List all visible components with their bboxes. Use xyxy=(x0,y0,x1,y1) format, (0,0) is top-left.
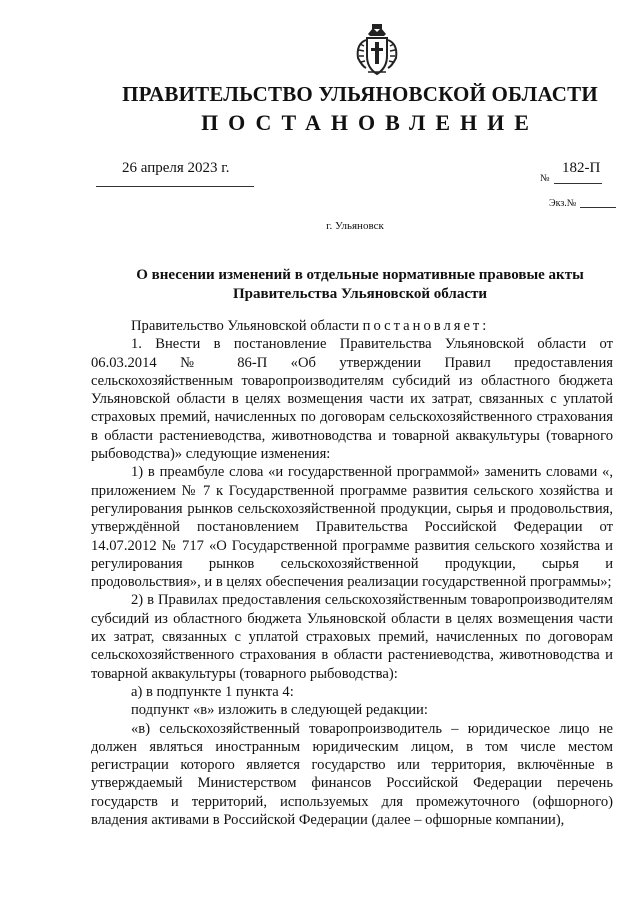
paragraph-subitem-1: 1) в преамбуле слова «и государственной программой» заменить словами «, приложением № 7 к Государственной программе развития сельского хозяйства и регулирования рынков сельскохозяйственной продукции, сырья и продовольствия, утверждённой постановлением Правительства Российской Федерации от 14.07.2012 № 717 «О Государственной программе развития сельского хозяйства и регулирования рынков сельскохозяйственной продукции, сырья и продовольствия», и в целях обеспечения реализации государственной программы»; xyxy=(91,464,613,591)
city-label: г. Ульяновск xyxy=(326,220,384,232)
copy-number-underline xyxy=(580,207,616,208)
copy-number-label: Экз.№ xyxy=(549,198,577,209)
number-label: № xyxy=(540,173,550,184)
decree-number: 182-П xyxy=(562,160,601,176)
document-type-title: ПОСТАНОВЛЕНИЕ xyxy=(201,110,539,135)
date-underline xyxy=(96,186,254,187)
decree-date: 26 апреля 2023 г. xyxy=(122,160,230,176)
paragraph-item-1: 1. Внести в постановление Правительства Ульяновской области от 06.03.2014 № 86-П «Об утверждении Правил предоставления сельскохозяйственным товаропроизводителям субсидий из областного бюджета Ульяновской области в целях возмещения части их затрат, связанных с уплатой страховых премий, начисленных по договорам сельскохозяйственного страхования в области растениеводства, животноводства и товарной аквакультуры (товарного рыбоводства)» следующие изменения: xyxy=(91,336,613,463)
ulyanovsk-coat-of-arms-icon xyxy=(354,22,400,76)
intro-resolves: постановляет: xyxy=(362,318,490,334)
decree-subject xyxy=(110,266,610,304)
intro-prefix: Правительство Ульяновской области xyxy=(131,318,363,334)
paragraph-subitem-v: «в) сельскохозяйственный товаропроизводитель – юридическое лицо не должен являться иностранным юридическим лицом, в том числе местом регистрации которого является государство или территория, включённые в утверждаемый Министерством финансов Российской Федерации перечень государств и территорий, используемых для промежуточного (офшорного) владения активами в Российской Федерации (далее – офшорные компании), xyxy=(91,720,613,829)
paragraph-subitem-a: а) в подпункте 1 пункта 4: xyxy=(131,683,294,700)
intro-paragraph xyxy=(91,317,613,335)
paragraph-edit-note: подпункт «в» изложить в следующей редакции: xyxy=(131,702,428,719)
government-title: ПРАВИТЕЛЬСТВО УЛЬЯНОВСКОЙ ОБЛАСТИ xyxy=(122,82,598,106)
number-underline xyxy=(554,183,602,184)
subject-line-2: Правительства Ульяновской области xyxy=(232,286,488,302)
paragraph-subitem-2: 2) в Правилах предоставления сельскохозяйственным товаропроизводителям субсидий из областного бюджета Ульяновской области в целях возмещения части их затрат, связанных с уплатой страховых премий, начисленных по договорам сельскохозяйственного страхования в области растениеводства, животноводства и товарной аквакультуры (товарного рыбоводства): xyxy=(91,592,613,682)
subject-line-1: О внесении изменений в отдельные нормативные правовые акты xyxy=(136,267,584,283)
decree-body xyxy=(91,317,613,829)
